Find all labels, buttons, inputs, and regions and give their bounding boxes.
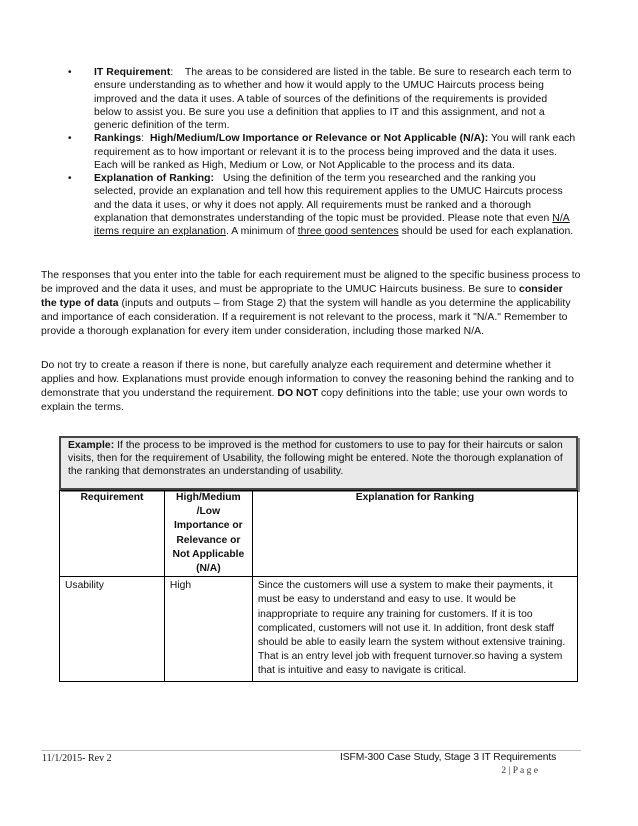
- term-heading-detail: High/Medium/Low Importance or Relevance or Not Applicable (N/A):: [149, 133, 489, 145]
- cell-requirement: Usability: [60, 577, 165, 681]
- example-label: Example:: [68, 440, 115, 451]
- cell-ranking: High: [164, 577, 252, 681]
- bullet-icon: •: [68, 173, 72, 184]
- bullet-icon: •: [68, 133, 72, 145]
- cell-explanation: Since the customers will use a system to make their payments, it must be easy to understand and easy to use. It would be inappropriate to require any training for customers. If it is too complicated, customers will not use it. In addition, front desk staff should be able to easily learn the system without extensive training. That is an entry level job with frequent turnover.so having a system that is intuitive and easy to navigate is critical.: [252, 577, 577, 681]
- table-row: [60, 577, 578, 681]
- bullet-icon: •: [68, 67, 72, 78]
- term-description: Using the definition of the term you researched and the ranking you selected, provide an explanation and tell how this requirement applies to the UMUC Haircuts process and the data it uses, or why it does not apply. All requirements must be ranked and a thorough explanation that demonstrates understanding of the topic must be provided. Please note that even: [94, 173, 563, 224]
- emphasis: consider the type of data: [41, 283, 563, 309]
- example-text: If the process to be improved is the method for customers to use to pay for their haircuts or salon visits, then for the requirement of Usability, the following might be entered. Note the thorough explanation of the ranking that demonstrates an understanding of usability.: [68, 440, 563, 477]
- column-header-ranking: High/Medium /Low Importance or Relevance or Not Applicable (N/A): [164, 491, 252, 577]
- footer-divider: [41, 750, 581, 751]
- underlined-note: N/A items require an explanation: [94, 212, 570, 237]
- column-header-explanation: Explanation for Ranking: [252, 491, 577, 577]
- term-heading: IT Requirement: [94, 67, 171, 78]
- term-description: You will rank each requirement as to how important or relevant it is to the process being improved and the data it uses. Each will be ranked as High, Medium or Low, or Not Applicable to the process and its data.: [94, 133, 576, 171]
- column-header-requirement: Requirement: [60, 491, 165, 577]
- list-item: • Explanation of Ranking: Using the definition of the term you researched and the ranking you selected, provide an explanation and tell how this requirement applies to the UMUC Haircuts process and the data it uses, or why it does not apply. All requirements must be ranked and a thorough explanation that demonstrates understanding of the topic must be provided. Please note that even N/A items require an explanation. A minimum of three good sentences should be used for each explanation.: [68, 173, 574, 237]
- alignment-paragraph: The responses that you enter into the table for each requirement must be aligned to the specific business process to be improved and the data it uses, and must be appropriate to the UMUC Haircuts business. Be sure to consider the type of data (inputs and outputs – from Stage 2) that the system will handle as you determine the applicability and importance of each consideration. If a requirement is not relevant to the process, mark it "N/A." Remember to provide a thorough explanation for every item under consideration, including those marked N/A.: [41, 270, 581, 337]
- list-item: • IT Requirement: The areas to be considered are listed in the table. Be sure to research each term to ensure understanding as to whether and how it would apply to the UMUC Haircuts process being improved and the data it uses. A table of sources of the definitions of the requirements is provided below to assist you. Be sure you use a definition that applies to IT and this assignment, and not a generic definition of the term.: [68, 67, 572, 131]
- term-heading: Rankings: [94, 133, 142, 145]
- page-number: 2 | P a g e: [501, 766, 538, 776]
- analysis-paragraph: Do not try to create a reason if there is none, but carefully analyze each requirement and determine whether it applies and how. Explanations must provide enough information to convey the reasoning behind the ranking and to demonstrate that you understand the requirement. DO NOT copy definitions into the table; use your own words to explain the terms.: [41, 360, 574, 413]
- underlined-note: three good sentences: [297, 226, 399, 237]
- footer-title: ISFM-300 Case Study, Stage 3 IT Requirements: [340, 752, 557, 763]
- term-description: The areas to be considered are listed in the table. Be sure to research each term to ensure understanding as to whether and how it would apply to the UMUC Haircuts process being improved and the data it uses. A table of sources of the definitions of the requirements is provided below to assist you. Be sure you use a definition that applies to IT and this assignment, and not a generic definition of the term.: [94, 67, 572, 131]
- footer-revision: 11/1/2015- Rev 2: [42, 753, 112, 764]
- table-header-row: [60, 491, 578, 577]
- list-item: • Rankings: High/Medium/Low Importance or Relevance or Not Applicable (N/A): You will rank each requirement as to how important or relevant it is to the process being improved and the data it uses. Each will be ranked as High, Medium or Low, or Not Applicable to the process and its data.: [68, 133, 576, 171]
- emphasis: DO NOT: [277, 387, 319, 399]
- example-callout: [59, 436, 578, 490]
- instructions-list: [67, 66, 577, 238]
- term-heading: Explanation of Ranking:: [94, 173, 215, 184]
- requirements-table: [59, 490, 578, 682]
